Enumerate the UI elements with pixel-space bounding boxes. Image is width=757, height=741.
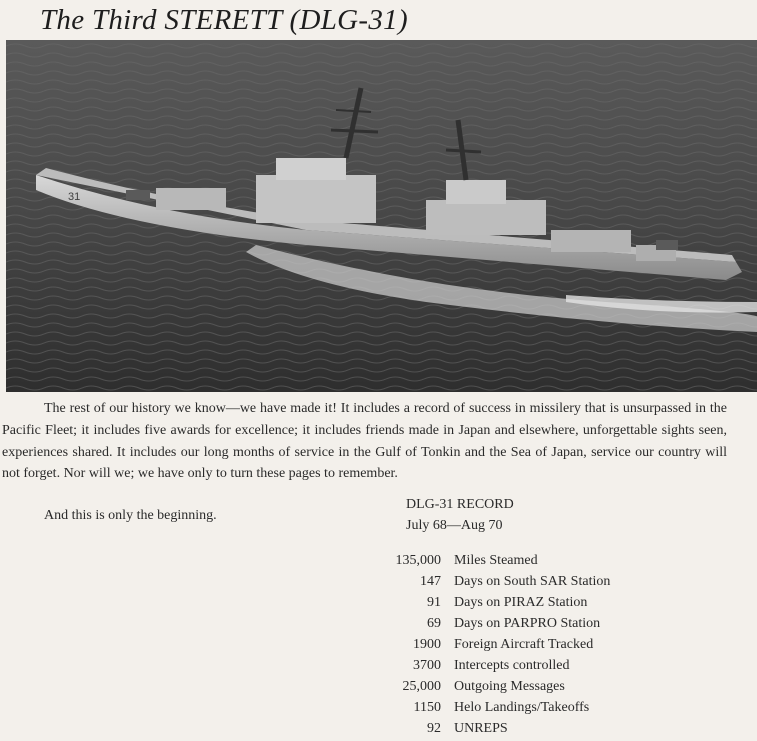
stat-value: 1900 bbox=[413, 637, 441, 652]
stat-label: Days on PARPRO Station bbox=[454, 616, 601, 631]
stat-label: Outgoing Messages bbox=[454, 679, 565, 694]
stat-row bbox=[380, 550, 610, 571]
stat-value: 25,000 bbox=[402, 679, 441, 694]
stat-value: 92 bbox=[427, 721, 441, 736]
page-title: The Third STERETT (DLG-31) bbox=[40, 4, 408, 36]
stat-label: UNREPS bbox=[454, 721, 508, 736]
stat-label: Intercepts controlled bbox=[454, 658, 570, 673]
stat-label: Days on South SAR Station bbox=[454, 574, 611, 589]
record-stats bbox=[380, 550, 610, 739]
stat-label: Foreign Aircraft Tracked bbox=[454, 637, 594, 652]
stat-row bbox=[380, 571, 610, 592]
stat-value: 69 bbox=[427, 616, 441, 631]
stat-value: 147 bbox=[420, 574, 441, 589]
closing-line: And this is only the beginning. bbox=[44, 508, 217, 523]
stat-label: Miles Steamed bbox=[454, 553, 538, 568]
ship-photo bbox=[6, 40, 757, 392]
record-heading bbox=[406, 494, 514, 536]
stat-row bbox=[380, 655, 610, 676]
stat-row bbox=[380, 592, 610, 613]
stat-row bbox=[380, 718, 610, 739]
stat-row bbox=[380, 697, 610, 718]
stat-value: 3700 bbox=[413, 658, 441, 673]
record-period: July 68—Aug 70 bbox=[406, 518, 503, 533]
ship-image bbox=[6, 40, 757, 392]
stat-value: 1150 bbox=[413, 700, 441, 715]
stat-row bbox=[380, 676, 610, 697]
stat-label: Helo Landings/Takeoffs bbox=[454, 700, 590, 715]
stat-value: 91 bbox=[427, 595, 441, 610]
history-paragraph: The rest of our history we know—we have made it! It includes a record of success in missilery that is unsurpassed in the Pacific Fleet; it includes five awards for excellence; it includes friends made in Japan and elsewhere, unforgettable sights seen, experiences shared. It includes our long months of service in the Gulf of Tonkin and the Sea of Japan, service our country will not forget. Nor will we; we have only to turn these pages to remember. bbox=[2, 401, 727, 482]
stat-row bbox=[380, 613, 610, 634]
hull-number: 31 bbox=[68, 191, 81, 203]
stat-row bbox=[380, 634, 610, 655]
stat-label: Days on PIRAZ Station bbox=[454, 595, 588, 610]
record-title: DLG-31 RECORD bbox=[406, 497, 514, 512]
history-text bbox=[0, 398, 757, 485]
stat-value: 135,000 bbox=[395, 553, 441, 568]
